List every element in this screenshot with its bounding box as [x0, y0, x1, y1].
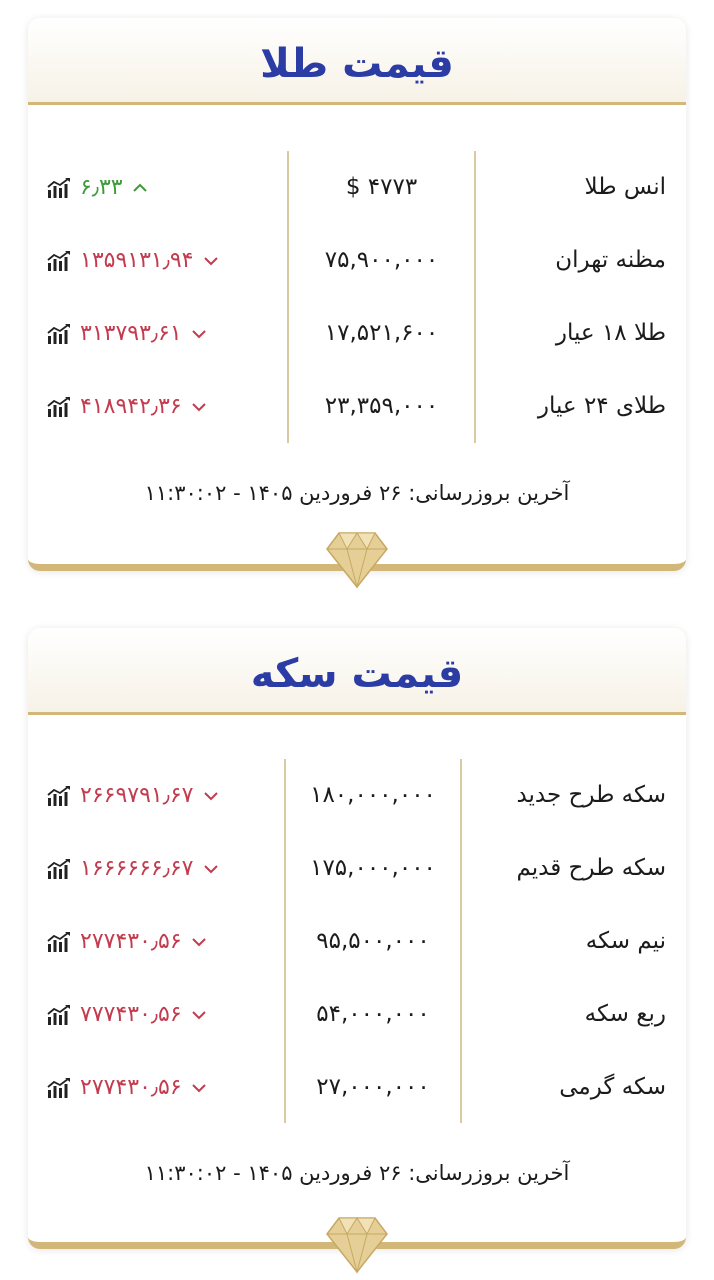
bar-chart-icon[interactable] [46, 785, 72, 807]
chevron-down-icon [202, 863, 220, 875]
chevron-down-icon [190, 401, 208, 413]
item-change [46, 759, 220, 832]
item-name: طلای ۲۴ عیار [537, 393, 666, 419]
item-price: ۷۵,۹۰۰,۰۰۰ [324, 247, 439, 273]
chevron-down-icon [202, 255, 220, 267]
chevron-down-icon [190, 328, 208, 340]
bar-chart-icon[interactable] [46, 1077, 72, 1099]
item-change [46, 370, 208, 443]
item-price: $ ۴۷۷۳ [345, 174, 418, 200]
item-name: انس طلا [584, 174, 666, 200]
change-value: ۲۷۷۴۳۰٫۵۶ [80, 1075, 182, 1100]
last-update-text: آخرین بروزرسانی: ۲۶ فروردین ۱۴۰۵ - ۱۱:۳۰:۰۲ [144, 481, 570, 505]
bar-chart-icon[interactable] [46, 931, 72, 953]
diamond-icon [325, 1214, 389, 1274]
card-header [28, 18, 686, 105]
table-row[interactable] [28, 759, 686, 832]
change-value: ۲۶۶۹۷۹۱٫۶۷ [80, 783, 194, 808]
chevron-down-icon [190, 936, 208, 948]
item-name: نیم سکه [585, 928, 666, 954]
item-name: سکه طرح قدیم [516, 855, 666, 881]
diamond-icon [325, 529, 389, 589]
item-name: سکه گرمی [559, 1074, 666, 1100]
item-change [46, 151, 149, 224]
item-price: ۲۷,۰۰۰,۰۰۰ [316, 1074, 430, 1100]
item-price: ۱۷,۵۲۱,۶۰۰ [324, 320, 439, 346]
change-value: ۴۱۸۹۴۲٫۳۶ [80, 394, 182, 419]
price-table [28, 759, 686, 1123]
item-name: سکه طرح جدید [516, 782, 666, 808]
item-name: طلا ۱۸ عیار [555, 320, 666, 346]
arrow-up-icon [131, 182, 149, 194]
item-name: ربع سکه [584, 1001, 666, 1027]
change-value: ۱۳۵۹۱۳۱٫۹۴ [80, 248, 194, 273]
bar-chart-icon[interactable] [46, 1004, 72, 1026]
change-value: ۳۱۳۷۹۳٫۶۱ [80, 321, 182, 346]
gold-price-card [28, 18, 686, 571]
table-row[interactable] [28, 832, 686, 905]
table-row[interactable] [28, 224, 686, 297]
bar-chart-icon[interactable] [46, 858, 72, 880]
item-price: ۱۷۵,۰۰۰,۰۰۰ [310, 855, 436, 881]
card-title: قیمت سکه [250, 651, 464, 697]
item-name: مظنه تهران [555, 247, 666, 273]
bar-chart-icon[interactable] [46, 250, 72, 272]
item-change [46, 832, 220, 905]
item-change [46, 978, 208, 1051]
item-price: ۹۵,۵۰۰,۰۰۰ [316, 928, 430, 954]
item-change [46, 297, 208, 370]
chevron-down-icon [202, 790, 220, 802]
change-value: ۲۷۷۴۳۰٫۵۶ [80, 929, 182, 954]
table-row[interactable] [28, 1051, 686, 1124]
bar-chart-icon[interactable] [46, 177, 72, 199]
item-change [46, 224, 220, 297]
chevron-down-icon [190, 1082, 208, 1094]
table-row[interactable] [28, 978, 686, 1051]
bar-chart-icon[interactable] [46, 323, 72, 345]
bar-chart-icon[interactable] [46, 396, 72, 418]
change-value: ۶٫۳۳ [80, 175, 123, 200]
card-title: قیمت طلا [260, 41, 454, 87]
chevron-down-icon [190, 1009, 208, 1021]
price-table [28, 151, 686, 443]
item-price: ۱۸۰,۰۰۰,۰۰۰ [310, 782, 436, 808]
change-value: ۱۶۶۶۶۶۶٫۶۷ [80, 856, 194, 881]
item-price: ۵۴,۰۰۰,۰۰۰ [316, 1001, 430, 1027]
item-price: ۲۳,۳۵۹,۰۰۰ [324, 393, 439, 419]
table-row[interactable] [28, 905, 686, 978]
item-change [46, 1051, 208, 1124]
table-row[interactable] [28, 151, 686, 224]
last-update-text: آخرین بروزرسانی: ۲۶ فروردین ۱۴۰۵ - ۱۱:۳۰:۰۲ [144, 1161, 570, 1185]
card-header [28, 628, 686, 715]
table-row[interactable] [28, 297, 686, 370]
item-change [46, 905, 208, 978]
change-value: ۷۷۷۴۳۰٫۵۶ [80, 1002, 182, 1027]
table-row[interactable] [28, 370, 686, 443]
coin-price-card [28, 628, 686, 1249]
